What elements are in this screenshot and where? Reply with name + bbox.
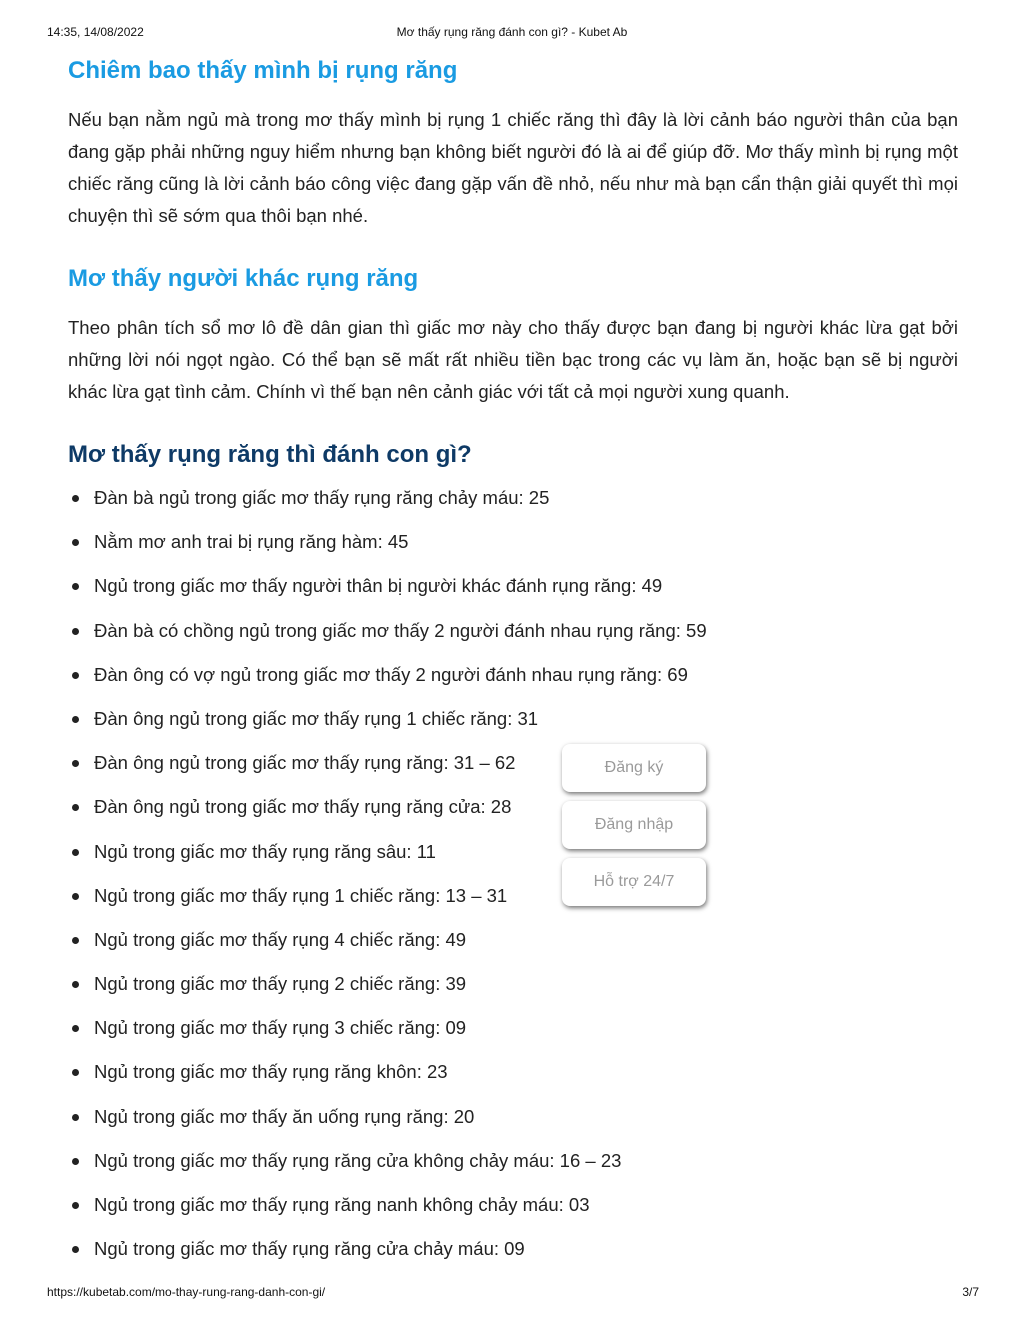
list-item (68, 840, 958, 864)
bullet-icon (72, 981, 79, 988)
list-item-text: Ngủ trong giấc mơ thấy ăn uống rụng răng: 20 (94, 1105, 475, 1127)
list-item-text: Ngủ trong giấc mơ thấy rụng 3 chiếc răng: 09 (94, 1017, 467, 1039)
bullet-icon (72, 849, 79, 856)
list-item (68, 1016, 958, 1040)
bullet-icon (72, 628, 79, 635)
list-item (68, 1105, 958, 1129)
list-item (68, 751, 958, 775)
list-item-text: Ngủ trong giấc mơ thấy rụng 4 chiếc răng: 49 (94, 928, 467, 950)
bullet-icon (72, 760, 79, 767)
list-item-text: Đàn bà có chồng ngủ trong giấc mơ thấy 2 người đánh nhau rụng răng: 59 (94, 619, 707, 641)
bullet-icon (72, 1114, 79, 1121)
list-item-text: Đàn ông ngủ trong giấc mơ thấy rụng răng cửa: 28 (94, 796, 512, 818)
list-item-text: Ngủ trong giấc mơ thấy rụng 1 chiếc răng: 13 – 31 (94, 884, 508, 906)
list-item (68, 663, 958, 687)
list-item-text: Đàn ông có vợ ngủ trong giấc mơ thấy 2 người đánh nhau rụng răng: 69 (94, 663, 688, 685)
list-item-text: Ngủ trong giấc mơ thấy rụng răng cửa chảy máu: 09 (94, 1238, 525, 1260)
floating-action-buttons (562, 744, 708, 915)
list-item-text: Ngủ trong giấc mơ thấy rụng răng cửa không chảy máu: 16 – 23 (94, 1149, 622, 1171)
list-item (68, 884, 958, 908)
print-date: 14:35, 14/08/2022 (47, 25, 144, 39)
support-button[interactable]: Hỗ trợ 24/7 (562, 858, 706, 906)
bullet-icon (72, 1202, 79, 1209)
bullet-icon (72, 1025, 79, 1032)
register-button[interactable]: Đăng ký (562, 744, 706, 792)
bullet-icon (72, 1069, 79, 1076)
bullet-icon (72, 1158, 79, 1165)
section-heading-others-losing-teeth: Mơ thấy người khác rụng răng (68, 265, 419, 292)
list-item (68, 486, 958, 510)
article-content (68, 52, 958, 1281)
print-page-number: 3/7 (962, 1285, 979, 1299)
bullet-icon (72, 583, 79, 590)
bullet-icon (72, 539, 79, 546)
list-item-text: Ngủ trong giấc mơ thấy rụng răng khôn: 23 (94, 1061, 448, 1083)
list-item (68, 1149, 958, 1173)
bullet-icon (72, 937, 79, 944)
lucky-number-list (68, 486, 958, 1261)
list-item (68, 1060, 958, 1084)
bullet-icon (72, 893, 79, 900)
section-heading-lucky-numbers: Mơ thấy rụng răng thì đánh con gì? (68, 441, 472, 468)
bullet-icon (72, 716, 79, 723)
list-item (68, 619, 958, 643)
list-item-text: Ngủ trong giấc mơ thấy rụng răng nanh không chảy máu: 03 (94, 1194, 590, 1215)
list-item (68, 972, 958, 996)
login-button[interactable]: Đăng nhập (562, 801, 706, 849)
list-item-text: Ngủ trong giấc mơ thấy rụng răng sâu: 11 (94, 840, 436, 862)
print-page-title: Mơ thấy rụng răng đánh con gì? - Kubet Ab (396, 25, 628, 39)
list-item (68, 1193, 958, 1217)
section-paragraph-dream-losing-tooth: Nếu bạn nằm ngủ mà trong mơ thấy mình bị rụng 1 chiếc răng thì đây là lời cảnh báo người thân của bạn đang gặp phải những nguy hiểm nhưng bạn không biết người đó là ai để giúp đỡ. Mơ thấy mình bị rụng một chiếc răng cũng là lời cảnh báo công việc đang gặp vấn đề nhỏ, nếu như mà bạn cẩn thận giải quyết thì mọi chuyện thì sẽ sớm qua thôi bạn nhé. (68, 109, 958, 226)
list-item (68, 795, 958, 819)
list-item (68, 530, 958, 554)
list-item-text: Đàn ông ngủ trong giấc mơ thấy rụng 1 chiếc răng: 31 (94, 707, 539, 729)
bullet-icon (72, 1246, 79, 1253)
section-paragraph-others-losing-teeth: Theo phân tích sổ mơ lô đề dân gian thì giấc mơ này cho thấy được bạn đang bị người khác lừa gạt bởi những lời nói ngọt ngào. Có thể bạn sẽ mất rất nhiều tiền bạc trong các vụ làm ăn, hoặc bạn sẽ bị người khác lừa gạt tình cảm. Chính vì thế bạn nên cảnh giác với tất cả mọi người xung quanh. (68, 317, 958, 402)
bullet-icon (72, 804, 79, 811)
bullet-icon (72, 495, 79, 502)
list-item-text: Nằm mơ anh trai bị rụng răng hàm: 45 (94, 531, 409, 553)
bullet-icon (72, 672, 79, 679)
list-item (68, 574, 958, 598)
list-item-text: Ngủ trong giấc mơ thấy rụng 2 chiếc răng: 39 (94, 973, 467, 995)
section-heading-dream-losing-tooth: Chiêm bao thấy mình bị rụng răng (68, 57, 458, 84)
list-item-text: Ngủ trong giấc mơ thấy người thân bị người khác đánh rụng răng: 49 (94, 575, 663, 597)
list-item-text: Đàn ông ngủ trong giấc mơ thấy rụng răng: 31 – 62 (94, 752, 516, 774)
print-url: https://kubetab.com/mo-thay-rung-rang-danh-con-gi/ (47, 1285, 326, 1299)
list-item (68, 1237, 958, 1261)
print-header (0, 0, 1024, 60)
list-item-text: Đàn bà ngủ trong giấc mơ thấy rụng răng chảy máu: 25 (94, 487, 550, 508)
list-item (68, 707, 958, 731)
list-item (68, 928, 958, 952)
